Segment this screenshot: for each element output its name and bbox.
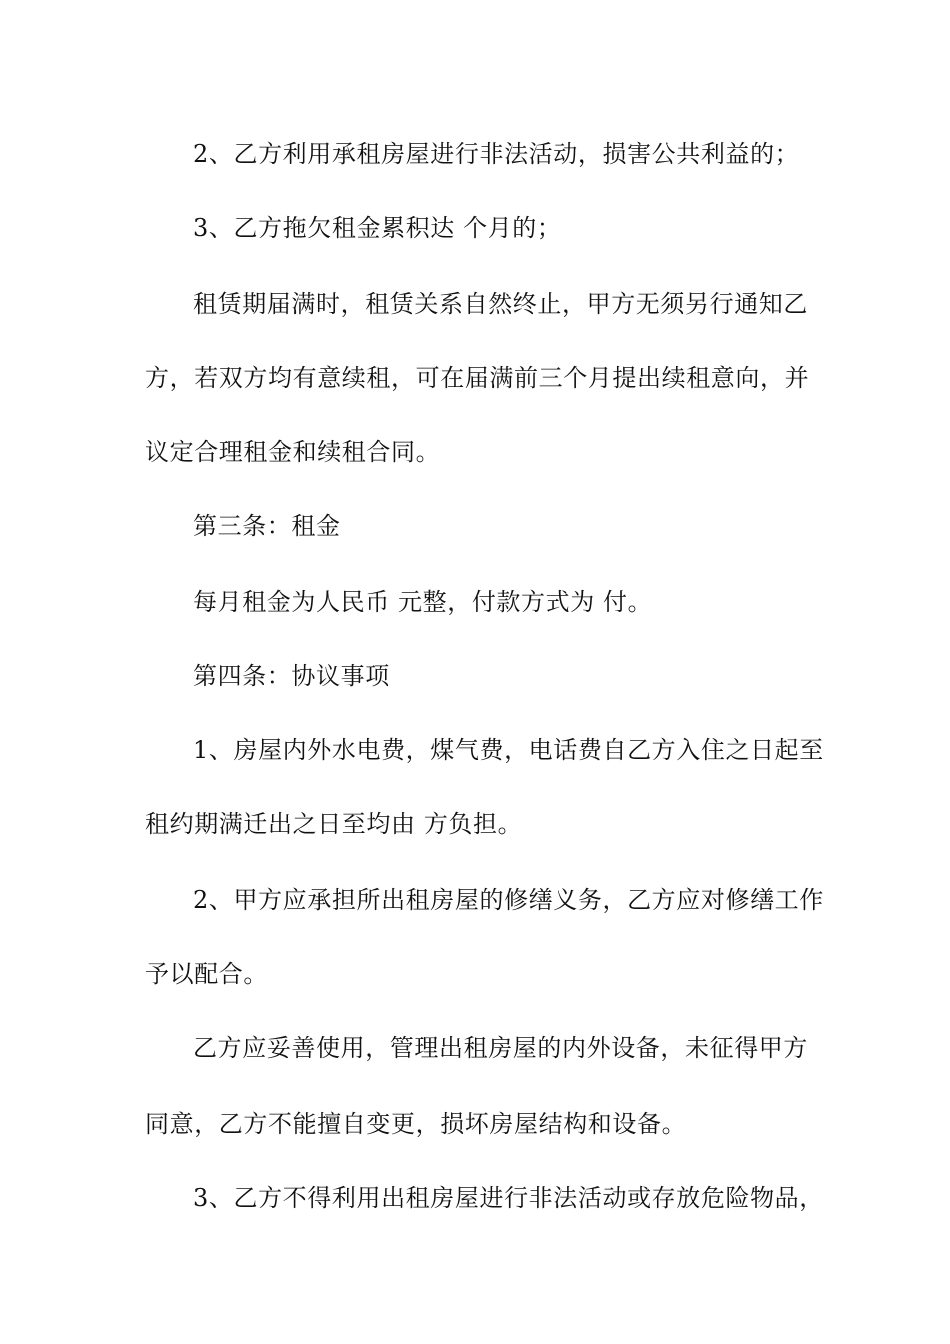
text-line: 议定合理租金和续租合同。 — [145, 438, 441, 466]
section-heading: 第四条：协议事项 — [193, 662, 390, 690]
text-line: 3、乙方拖欠租金累积达 个月的； — [193, 214, 562, 242]
text-line: 租赁期届满时，租赁关系自然终止，甲方无须另行通知乙 — [193, 290, 808, 318]
text-line: 方，若双方均有意续租，可在届满前三个月提出续租意向，并 — [145, 364, 810, 392]
section-heading: 第三条：租金 — [193, 512, 341, 540]
text-line: 同意，乙方不能擅自变更，损坏房屋结构和设备。 — [145, 1110, 687, 1138]
text-line: 2、乙方利用承租房屋进行非法活动，损害公共利益的； — [193, 140, 800, 168]
text-line: 乙方应妥善使用，管理出租房屋的内外设备，未征得甲方 — [193, 1034, 808, 1062]
text-line: 1、房屋内外水电费，煤气费，电话费自乙方入住之日起至 — [193, 736, 824, 764]
text-line: 每月租金为人民币 元整，付款方式为 付。 — [193, 588, 653, 616]
text-line: 2、甲方应承担所出租房屋的修缮义务，乙方应对修缮工作 — [193, 886, 824, 914]
text-line: 予以配合。 — [145, 960, 268, 988]
text-line: 租约期满迁出之日至均由 方负担。 — [145, 810, 523, 838]
text-line: 3、乙方不得利用出租房屋进行非法活动或存放危险物品， — [193, 1184, 824, 1212]
